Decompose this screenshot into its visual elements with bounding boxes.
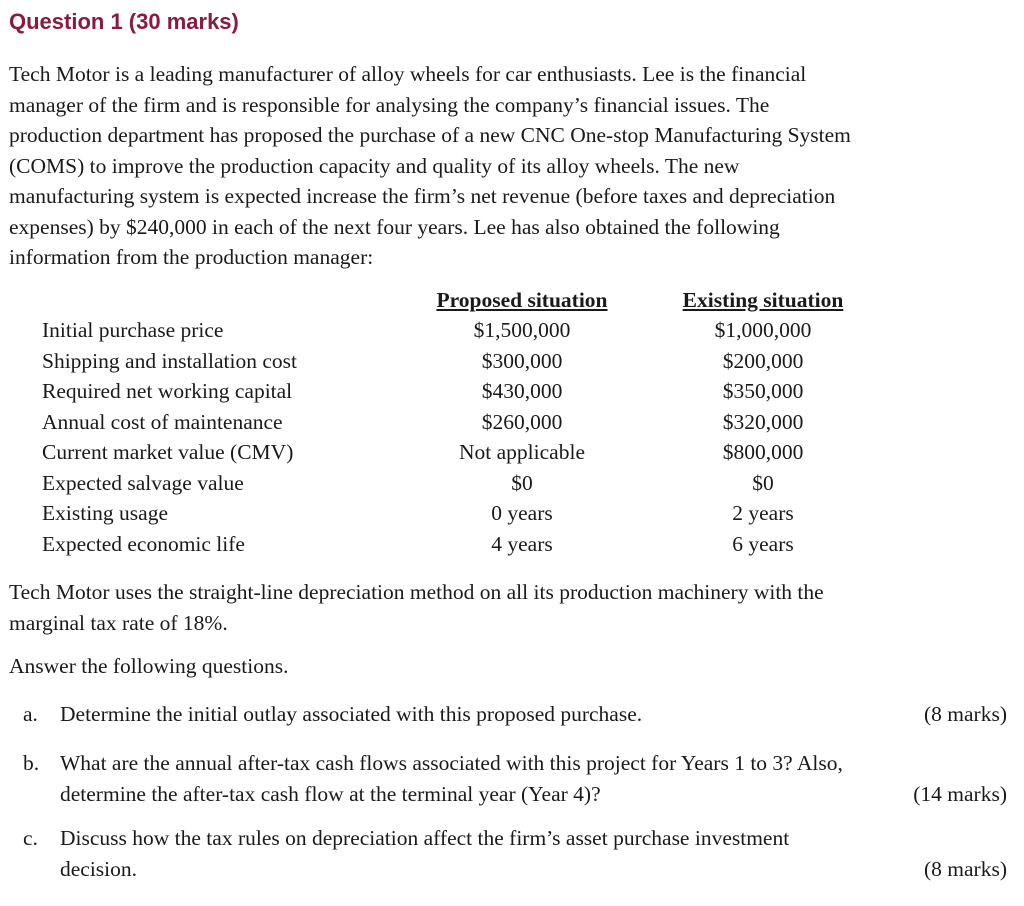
- intro-line: manager of the firm and is responsible for analysing the company’s financial issues. The: [9, 92, 770, 117]
- question-text: Discuss how the tax rules on depreciation affect the firm’s asset purchase investment: [60, 826, 790, 850]
- table-row: [0, 376, 1024, 406]
- intro-line: manufacturing system is expected increase the firm’s net revenue (before taxes and depreciation: [9, 184, 836, 208]
- row-label: Expected economic life: [42, 531, 245, 556]
- proposed-value: $300,000: [481, 348, 563, 373]
- intro-line: production department has proposed the purchase of a new CNC One-stop Manufacturing System: [9, 123, 851, 147]
- row-label: Shipping and installation cost: [42, 348, 297, 373]
- row-label: Initial purchase price: [42, 318, 224, 342]
- table-row: [0, 346, 1024, 376]
- row-label: Required net working capital: [42, 379, 293, 403]
- proposed-value: Not applicable: [459, 440, 585, 464]
- question-letter: b.: [23, 751, 40, 775]
- existing-value: 6 years: [732, 531, 794, 556]
- existing-value: 2 years: [732, 501, 794, 525]
- table-row: [0, 315, 1024, 345]
- proposed-value: $0: [511, 470, 533, 495]
- question-letter: a.: [23, 702, 38, 726]
- existing-value: $200,000: [722, 348, 804, 373]
- tax-line: Tech Motor uses the straight-line depreciation method on all its production machinery with the: [9, 580, 824, 604]
- proposed-value: $1,500,000: [473, 318, 571, 342]
- row-label: Annual cost of maintenance: [42, 409, 283, 434]
- table-row: [0, 529, 1024, 559]
- proposed-value: 0 years: [491, 501, 553, 525]
- existing-value: $350,000: [722, 379, 804, 403]
- question-letter: c.: [23, 826, 38, 850]
- intro-line: Tech Motor is a leading manufacturer of alloy wheels for car enthusiasts. Lee is the financial: [9, 62, 807, 86]
- intro-paragraph: [9, 59, 851, 273]
- row-label: Existing usage: [42, 501, 168, 525]
- existing-value: $800,000: [722, 440, 804, 464]
- question-marks: (14 marks): [913, 781, 1007, 806]
- tax-paragraph: [9, 577, 824, 638]
- intro-line: (COMS) to improve the production capacity and quality of its alloy wheels. The new: [9, 153, 740, 178]
- proposed-value: 4 years: [491, 531, 553, 556]
- table-row: [0, 407, 1024, 437]
- intro-line: expenses) by $240,000 in each of the next four years. Lee has also obtained the following: [9, 214, 780, 239]
- question-marks: (8 marks): [924, 702, 1007, 726]
- proposed-value: $430,000: [481, 379, 563, 403]
- table-row: [0, 498, 1024, 528]
- row-label: Current market value (CMV): [42, 440, 294, 464]
- question-text: What are the annual after-tax cash flows associated with this project for Years 1 to 3? Also,: [60, 751, 843, 775]
- question-text: decision.: [60, 856, 138, 881]
- question-title: Question 1 (30 marks): [9, 9, 239, 34]
- answer-prompt: Answer the following questions.: [9, 654, 289, 678]
- table-row: [0, 468, 1024, 498]
- question-text: determine the after-tax cash flow at the terminal year (Year 4)?: [60, 781, 601, 806]
- intro-line: information from the production manager:: [9, 245, 374, 269]
- column-header-existing: Existing situation: [682, 288, 844, 312]
- existing-value: $320,000: [722, 409, 804, 434]
- row-label: Expected salvage value: [42, 470, 244, 495]
- question-text: Determine the initial outlay associated with this proposed purchase.: [60, 702, 643, 726]
- question-marks: (8 marks): [924, 856, 1007, 881]
- existing-value: $0: [752, 470, 774, 495]
- proposed-value: $260,000: [481, 409, 563, 434]
- tax-line: marginal tax rate of 18%.: [9, 610, 228, 635]
- table-row: [0, 437, 1024, 467]
- existing-value: $1,000,000: [714, 318, 812, 342]
- column-header-proposed: Proposed situation: [436, 288, 608, 312]
